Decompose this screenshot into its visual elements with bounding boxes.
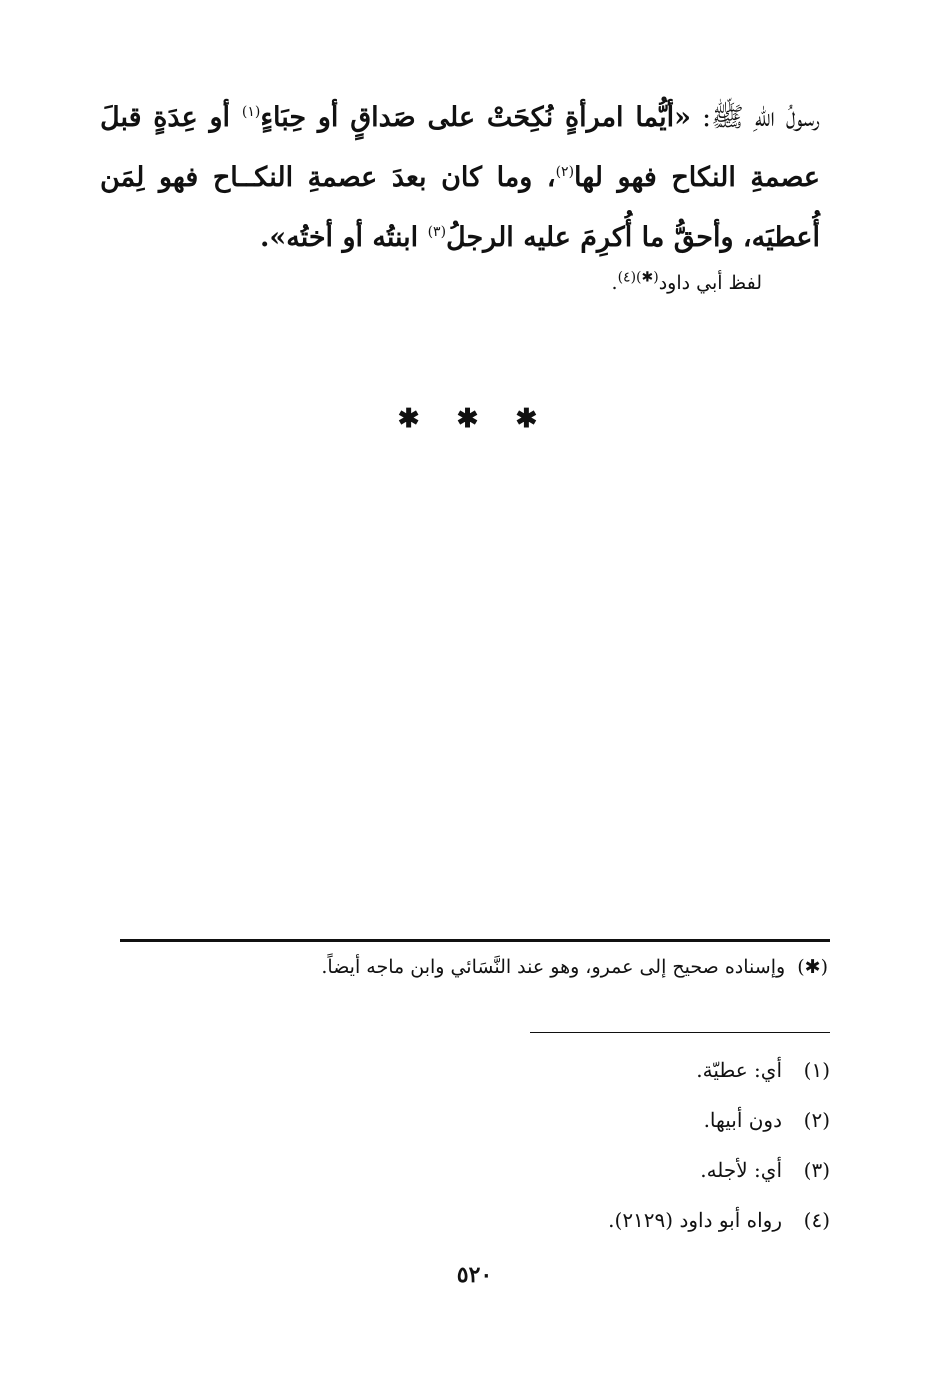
editor-note [100,950,828,984]
footnote-number: (٤) [803,1208,830,1232]
hadith-text [100,88,820,268]
footnote-item [100,1195,830,1245]
hadith-body-3: ، وما كان بعدَ عصمةِ النكــاح فهو لِمَن أُعطيَه، وأحقُّ ما أُكرِمَ عليه الرجلُ [100,162,820,253]
hadith-body-2: أو عِدَةٍ قبلَ عصمةِ النكاح فهو لها [100,102,820,193]
footnote-ref-2: (٢) [555,164,575,180]
footnote-number: (١) [803,1058,830,1082]
footnote-text: أي: عطيّة. [696,1058,782,1082]
editor-note-text: وإسناده صحيح إلى عمرو، وهو عند النَّسَائي وابن ماجه أيضاً. [321,956,786,978]
footnote-text: رواه أبو داود (٢١٢٩). [608,1208,782,1232]
editor-note-marker: (✱) [797,956,828,978]
footnote-divider [120,939,830,942]
footnote-text: أي: لأجله. [700,1158,782,1182]
footnote-item [100,1145,830,1195]
source-end: . [611,272,618,294]
footnote-ref-1: (١) [241,104,261,120]
page-number: ٥٢٠ [456,1262,493,1288]
footnote-short-divider [530,1032,830,1033]
footnote-number: (٢) [803,1108,830,1132]
footnote-list [100,1045,830,1245]
footnote-text: دون أبيها. [703,1108,782,1132]
hadith-lead: رسولُ اللهِ ﷺ: [691,102,821,133]
hadith-body-1: «أيُّما امرأةٍ نُكِحَتْ على صَداقٍ أو حِبَاءٍ [260,102,692,133]
footnote-item [100,1095,830,1145]
source-marks: (✱)(٤) [617,269,659,286]
section-separator: ✱ ✱ ✱ [397,404,552,434]
source-text: لفظ أبي داود [658,272,762,294]
footnote-item [100,1045,830,1095]
footnote-ref-3: (٣) [427,224,447,240]
source-attribution [400,268,762,298]
hadith-body-4: ابنتُه أو أختُه». [259,222,428,253]
footnote-number: (٣) [803,1158,830,1182]
